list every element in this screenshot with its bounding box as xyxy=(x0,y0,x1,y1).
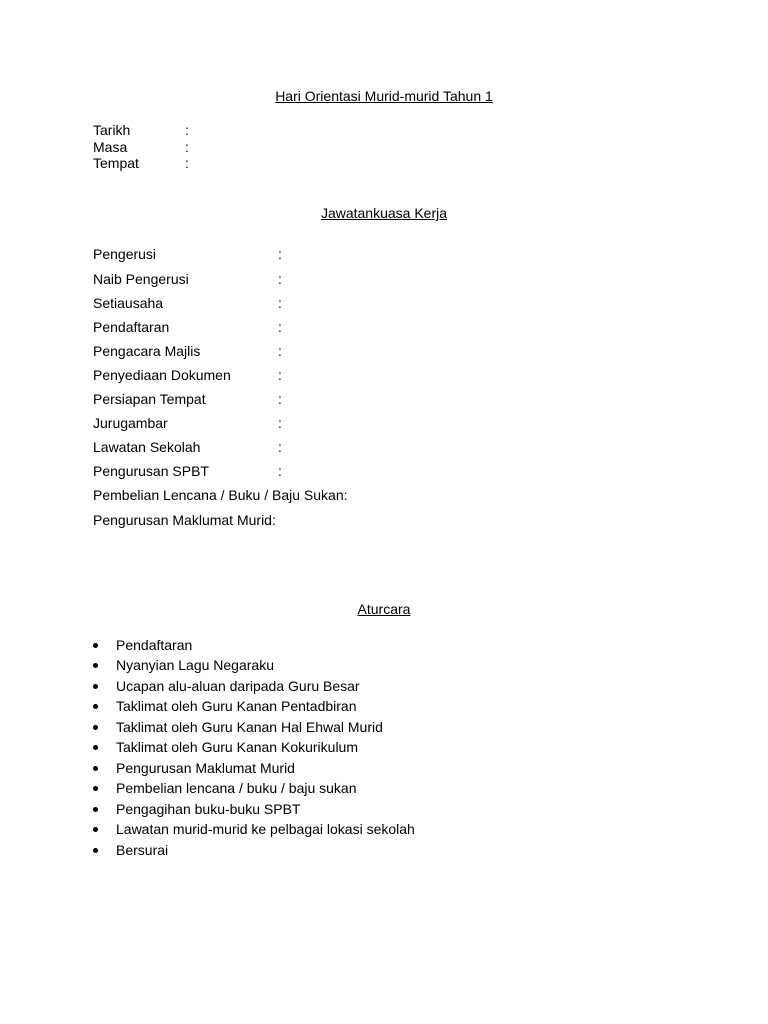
document-title: Hari Orientasi Murid-murid Tahun 1 xyxy=(275,88,493,104)
schedule-item-text: Lawatan murid-murid ke pelbagai lokasi sekolah xyxy=(116,821,415,837)
committee-role: Penyediaan Dokumen xyxy=(93,367,231,383)
committee-role: Setiausaha xyxy=(93,295,164,311)
committee-role: Pembelian Lencana / Buku / Baju Sukan: xyxy=(93,487,348,503)
committee-separator: : xyxy=(278,295,282,311)
committee-separator: : xyxy=(278,271,282,287)
bullet-icon xyxy=(93,766,98,771)
info-label: Tarikh xyxy=(93,122,131,138)
schedule-item-text: Bersurai xyxy=(116,842,169,858)
committee-separator: : xyxy=(278,367,282,383)
schedule-item-text: Ucapan alu-aluan daripada Guru Besar xyxy=(116,678,360,694)
committee-separator: : xyxy=(278,246,282,262)
committee-heading xyxy=(0,205,768,222)
bullet-icon xyxy=(93,745,98,750)
schedule-item-text: Pendaftaran xyxy=(116,637,193,653)
committee-role: Lawatan Sekolah xyxy=(93,439,201,455)
schedule-item-text: Nyanyian Lagu Negaraku xyxy=(116,657,274,673)
info-label: Tempat xyxy=(93,155,139,171)
bullet-icon xyxy=(93,807,98,812)
committee-separator: : xyxy=(278,415,282,431)
committee-role: Pengurusan SPBT xyxy=(93,463,209,479)
committee-separator: : xyxy=(278,463,282,479)
schedule-item-text: Pembelian lencana / buku / baju sukan xyxy=(116,780,357,796)
info-separator: : xyxy=(185,139,189,155)
schedule-item-text: Pengurusan Maklumat Murid xyxy=(116,760,295,776)
schedule-heading xyxy=(0,601,768,618)
committee-role: Jurugambar xyxy=(93,415,168,431)
bullet-icon xyxy=(93,663,98,668)
committee-role: Persiapan Tempat xyxy=(93,391,206,407)
info-separator: : xyxy=(185,155,189,171)
schedule-item-text: Taklimat oleh Guru Kanan Pentadbiran xyxy=(116,698,357,714)
committee-role: Pengacara Majlis xyxy=(93,343,201,359)
committee-role: Pendaftaran xyxy=(93,319,170,335)
committee-separator: : xyxy=(278,391,282,407)
committee-heading-text: Jawatankuasa Kerja xyxy=(320,205,448,221)
bullet-icon xyxy=(93,848,98,853)
bullet-icon xyxy=(93,786,98,791)
bullet-icon xyxy=(93,725,98,730)
committee-separator: : xyxy=(278,319,282,335)
bullet-icon xyxy=(93,704,98,709)
bullet-icon xyxy=(93,827,98,832)
committee-separator: : xyxy=(278,343,282,359)
schedule-heading-text: Aturcara xyxy=(357,601,411,617)
committee-role: Pengurusan Maklumat Murid: xyxy=(93,512,276,528)
committee-role: Pengerusi xyxy=(93,246,157,262)
bullet-icon xyxy=(93,643,98,648)
info-label: Masa xyxy=(93,139,128,155)
schedule-item-text: Pengagihan buku-buku SPBT xyxy=(116,801,301,817)
schedule-item-text: Taklimat oleh Guru Kanan Kokurikulum xyxy=(116,739,359,755)
committee-role: Naib Pengerusi xyxy=(93,271,189,287)
bullet-icon xyxy=(93,684,98,689)
committee-separator: : xyxy=(278,439,282,455)
schedule-item-text: Taklimat oleh Guru Kanan Hal Ehwal Murid xyxy=(116,719,383,735)
document-title-heading xyxy=(0,88,768,105)
info-separator: : xyxy=(185,122,189,138)
